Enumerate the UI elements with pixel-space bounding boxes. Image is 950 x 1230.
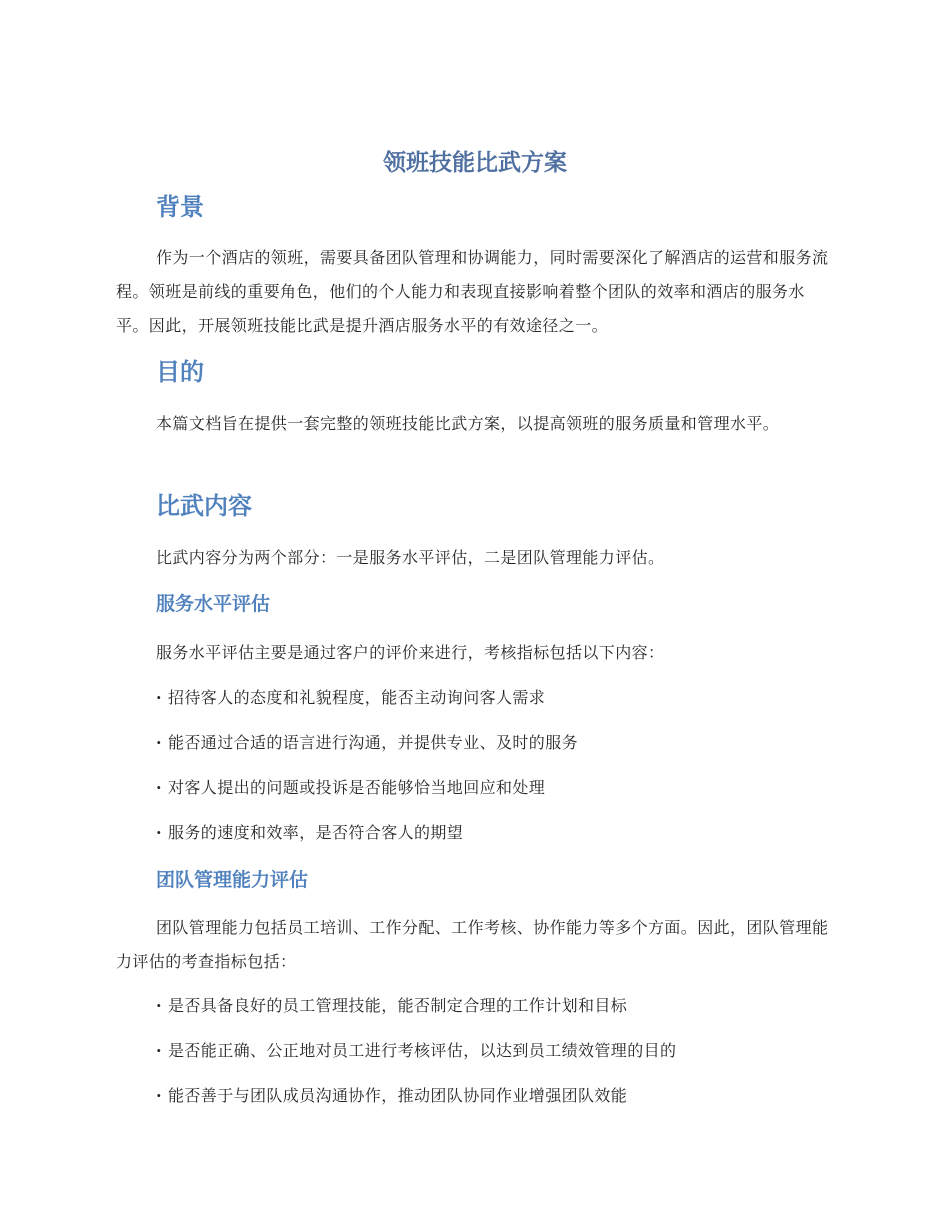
list-item-text: 对客人提出的问题或投诉是否能够恰当地回应和处理 [168,778,546,797]
heading-purpose: 目的 [156,358,204,386]
paragraph-team-intro: 团队管理能力包括员工培训、工作分配、工作考核、协作能力等多个方面。因此，团队管理能力评估的考查指标包括： [116,918,829,971]
bullet-marker: · [156,1086,162,1105]
list-item [156,991,836,1021]
heading-service-evaluation: 服务水平评估 [156,593,271,615]
paragraph-background: 作为一个酒店的领班，需要具备团队管理和协调能力，同时需要深化了解酒店的运营和服务流程。领班是前线的重要角色，他们的个人能力和表现直接影响着整个团队的效率和酒店的服务水平。因此，开展领班技能比武是提升酒店服务水平的有效途径之一。 [116,248,829,335]
heading-team-evaluation: 团队管理能力评估 [156,869,309,891]
bullet-marker: · [156,1041,162,1060]
list-item-text: 能否善于与团队成员沟通协作，推动团队协同作业增强团队效能 [168,1086,628,1105]
list-item-text: 能否通过合适的语言进行沟通，并提供专业、及时的服务 [168,733,579,752]
bullet-marker: · [156,778,162,797]
paragraph-purpose: 本篇文档旨在提供一套完整的领班技能比武方案，以提高领班的服务质量和管理水平。 [156,414,780,433]
heading-background: 背景 [156,193,204,221]
paragraph-content: 比武内容分为两个部分：一是服务水平评估，二是团队管理能力评估。 [156,548,665,567]
list-item-text: 服务的速度和效率，是否符合客人的期望 [168,823,464,842]
list-item-text: 招待客人的态度和礼貌程度，能否主动询问客人需求 [168,688,546,707]
list-item-text: 是否能正确、公正地对员工进行考核评估，以达到员工绩效管理的目的 [168,1041,677,1060]
list-item [156,818,836,848]
bullet-marker: · [156,733,162,752]
paragraph-service-intro: 服务水平评估主要是通过客户的评价来进行，考核指标包括以下内容： [156,643,665,662]
bullet-marker: · [156,996,162,1015]
list-item [156,1036,836,1066]
bullet-marker: · [156,688,162,707]
list-item [156,773,836,803]
list-item [156,1081,836,1111]
bullet-marker: · [156,823,162,842]
list-item [156,728,836,758]
list-item-text: 是否具备良好的员工管理技能，能否制定合理的工作计划和目标 [168,996,628,1015]
document-title: 领班技能比武方案 [383,150,567,176]
heading-content: 比武内容 [156,492,252,520]
list-item [156,683,836,713]
